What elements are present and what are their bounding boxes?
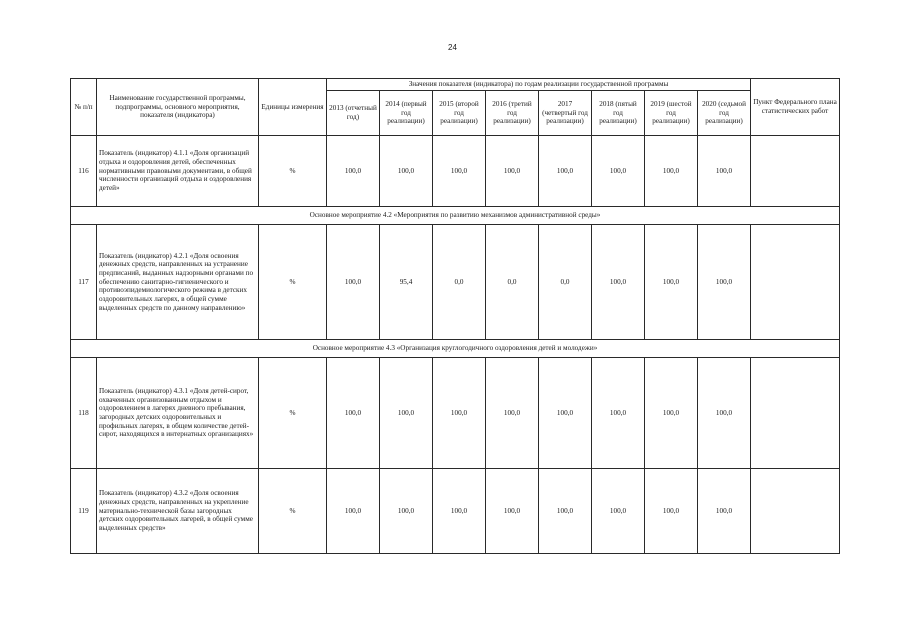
value-cell: 100,0 [327, 358, 380, 469]
value-cell: 95,4 [380, 225, 433, 340]
table-row [71, 136, 840, 207]
page-number: 24 [448, 43, 457, 52]
section-row [71, 340, 840, 358]
value-cell: 100,0 [698, 469, 751, 554]
section-row [71, 207, 840, 225]
value-cell: 100,0 [486, 358, 539, 469]
value-cell: 100,0 [592, 136, 645, 207]
header-year: 2019 (шестой год реализации) [645, 91, 698, 136]
section-title: Основное мероприятие 4.2 «Мероприятия по развитию механизмов административной среды» [71, 207, 840, 225]
value-cell: 100,0 [327, 469, 380, 554]
fed-plan-cell [751, 469, 840, 554]
value-cell: 100,0 [645, 225, 698, 340]
value-cell: 100,0 [645, 469, 698, 554]
value-cell: 100,0 [327, 225, 380, 340]
header-year: 2015 (второй год реализации) [433, 91, 486, 136]
header-year: 2020 (седьмой год реализации) [698, 91, 751, 136]
header-name: Наименование государственной программы, подпрограммы, основного мероприятия, показателя (индикатора) [97, 79, 259, 136]
value-cell: 100,0 [698, 358, 751, 469]
value-cell: 0,0 [433, 225, 486, 340]
row-number: 117 [71, 225, 97, 340]
table-row [71, 469, 840, 554]
indicator-name: Показатель (индикатор) 4.1.1 «Доля организаций отдыха и оздоровления детей, обеспеченных нормативными правовыми документами, в общей численности организаций отдыха и оздоровления детей» [97, 136, 259, 207]
value-cell: 100,0 [380, 136, 433, 207]
value-cell: 100,0 [539, 358, 592, 469]
fed-plan-cell [751, 225, 840, 340]
indicator-table [70, 78, 840, 554]
unit-cell: % [259, 225, 327, 340]
header-fed-plan: Пункт Федерального плана статистических работ [751, 79, 840, 136]
value-cell: 100,0 [486, 136, 539, 207]
row-number: 116 [71, 136, 97, 207]
header-year: 2013 (отчетный год) [327, 91, 380, 136]
value-cell: 0,0 [486, 225, 539, 340]
fed-plan-cell [751, 136, 840, 207]
table-row [71, 225, 840, 340]
value-cell: 100,0 [433, 358, 486, 469]
header-values-group: Значения показателя (индикатора) по годам реализации государственной программы [327, 79, 751, 91]
header-year: 2017 (четвертый год реализации) [539, 91, 592, 136]
unit-cell: % [259, 136, 327, 207]
indicator-name: Показатель (индикатор) 4.2.1 «Доля освоения денежных средств, направленных на устранение предписаний, выданных надзорными органами по обеспечению санитарно-гигиенического и противоэпидемиологического режима в детских оздоровительных лагерях, в общей сумме выделенных средств по данному направлению» [97, 225, 259, 340]
table-body [71, 136, 840, 554]
unit-cell: % [259, 469, 327, 554]
row-number: 118 [71, 358, 97, 469]
indicator-name: Показатель (индикатор) 4.3.1 «Доля детей-сирот, охваченных организованным отдыхом и оздоровлением в лагерях дневного пребывания, загородных детских оздоровительных и профильных лагерях, в общем количестве детей-сирот, находящихся в интернатных организациях» [97, 358, 259, 469]
value-cell: 100,0 [433, 469, 486, 554]
value-cell: 100,0 [698, 225, 751, 340]
header-num: № п/п [71, 79, 97, 136]
value-cell: 100,0 [645, 136, 698, 207]
value-cell: 100,0 [380, 358, 433, 469]
header-units: Единицы измерения [259, 79, 327, 136]
value-cell: 100,0 [592, 358, 645, 469]
value-cell: 100,0 [486, 469, 539, 554]
section-title: Основное мероприятие 4.3 «Организация круглогодичного оздоровления детей и молодежи» [71, 340, 840, 358]
value-cell: 100,0 [380, 469, 433, 554]
value-cell: 100,0 [539, 136, 592, 207]
value-cell: 100,0 [592, 469, 645, 554]
header-year: 2014 (первый год реализации) [380, 91, 433, 136]
value-cell: 100,0 [539, 469, 592, 554]
indicator-name: Показатель (индикатор) 4.3.2 «Доля освоения денежных средств, направленных на укрепление материально-технической базы загородных детских оздоровительных лагерей, в общей сумме выделенных средств» [97, 469, 259, 554]
header-year: 2016 (третий год реализации) [486, 91, 539, 136]
fed-plan-cell [751, 358, 840, 469]
header-year: 2018 (пятый год реализации) [592, 91, 645, 136]
value-cell: 100,0 [327, 136, 380, 207]
table-row [71, 358, 840, 469]
table-header [71, 79, 840, 136]
unit-cell: % [259, 358, 327, 469]
value-cell: 100,0 [645, 358, 698, 469]
value-cell: 100,0 [592, 225, 645, 340]
value-cell: 0,0 [539, 225, 592, 340]
row-number: 119 [71, 469, 97, 554]
value-cell: 100,0 [698, 136, 751, 207]
value-cell: 100,0 [433, 136, 486, 207]
